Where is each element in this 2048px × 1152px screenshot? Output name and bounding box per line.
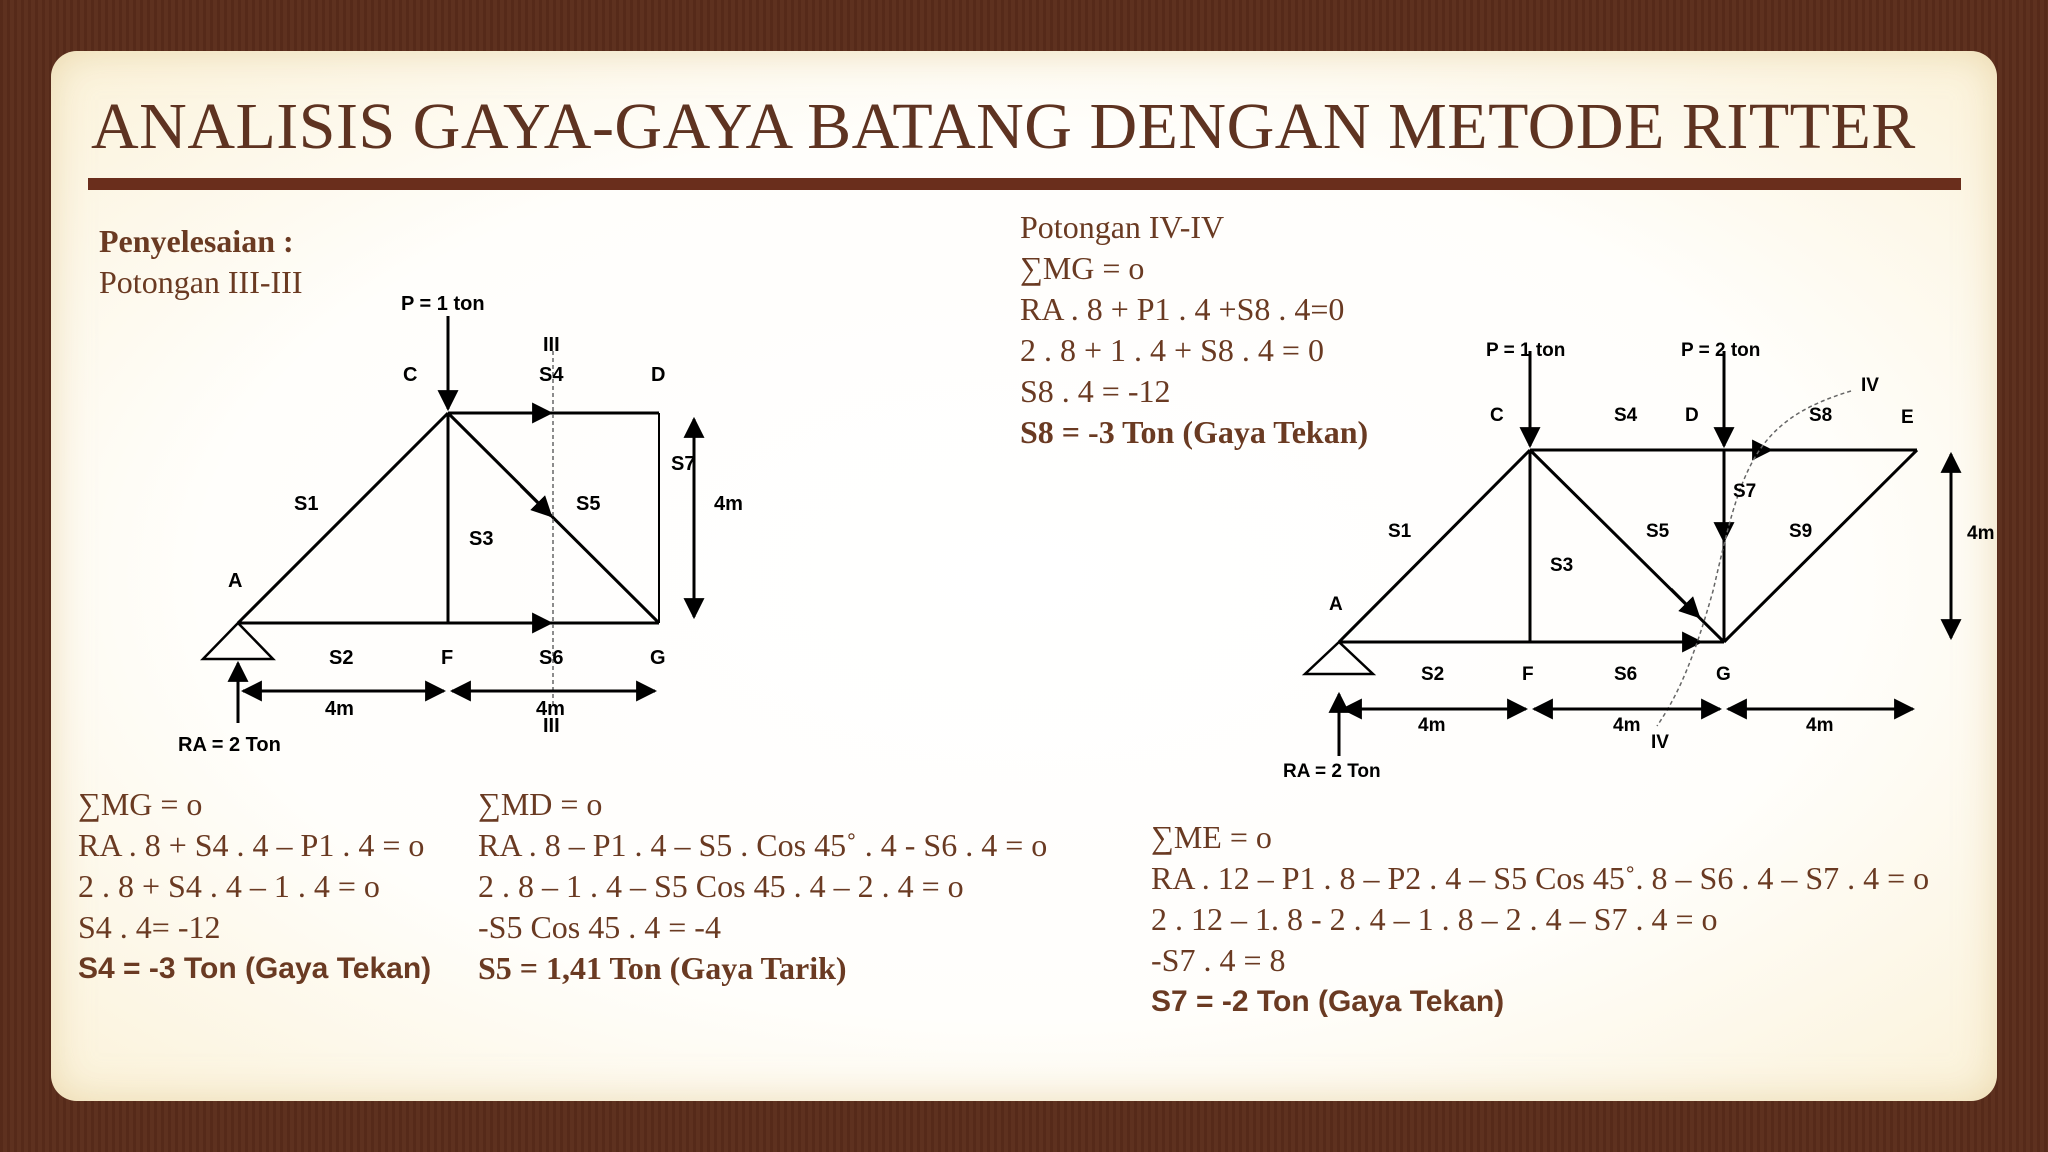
member-s1 xyxy=(1339,450,1530,642)
label-node-d: D xyxy=(651,364,666,386)
equation-line: ∑MG = o xyxy=(1020,250,1145,286)
label-dim-span2: 4m xyxy=(1613,715,1641,736)
label-s4: S4 xyxy=(539,364,564,386)
label-node-g: G xyxy=(1716,664,1731,685)
equation-line: -S7 . 4 = 8 xyxy=(1151,942,1286,978)
label-node-a: A xyxy=(228,570,243,592)
label-node-e: E xyxy=(1901,407,1914,428)
label-load-p1: P = 1 ton xyxy=(1486,340,1566,361)
label-dim-span1: 4m xyxy=(325,698,354,720)
equation-line: RA . 8 + S4 . 4 – P1 . 4 = o xyxy=(78,827,425,863)
equation-line: ∑MD = o xyxy=(478,786,603,822)
label-s2: S2 xyxy=(1421,664,1445,685)
label-node-a: A xyxy=(1329,594,1343,615)
label-s4: S4 xyxy=(1614,405,1638,426)
label-section-top: III xyxy=(543,334,560,356)
label-node-g: G xyxy=(650,647,666,669)
label-reaction-ra: RA = 2 Ton xyxy=(1283,761,1381,782)
support-a xyxy=(1305,642,1373,674)
equation-line: 2 . 8 – 1 . 4 – S5 Cos 45 . 4 – 2 . 4 = o xyxy=(478,868,964,904)
equation-line: S4 . 4= -12 xyxy=(78,909,221,945)
label-s7: S7 xyxy=(1733,481,1757,502)
label-s2: S2 xyxy=(329,647,354,669)
label-s8: S8 xyxy=(1809,405,1833,426)
equation-line: 2 . 12 – 1. 8 - 2 . 4 – 1 . 8 – 2 . 4 – S7 . 4 = o xyxy=(1151,901,1718,937)
equation-line: RA . 12 – P1 . 8 – P2 . 4 – S5 Cos 45˚. 8 – S6 . 4 – S7 . 4 = o xyxy=(1151,860,1930,896)
equation-line: ∑MG = o xyxy=(78,786,203,822)
label-s5: S5 xyxy=(576,493,601,515)
label-s3: S3 xyxy=(1550,555,1574,576)
equation-line: 2 . 8 + S4 . 4 – 1 . 4 = o xyxy=(78,868,380,904)
label-dim-height: 4m xyxy=(1967,523,1995,544)
equation-line: RA . 8 – P1 . 4 – S5 . Cos 45˚ . 4 - S6 . 4 = o xyxy=(478,827,1048,863)
result-s7: S7 = -2 Ton (Gaya Tekan) xyxy=(1151,985,1505,1018)
potongan-4-heading: Potongan IV-IV xyxy=(1020,209,1225,245)
label-s1: S1 xyxy=(294,493,319,515)
heading-penyelesaian: Penyelesaian : xyxy=(99,223,294,259)
label-section-bottom: III xyxy=(543,715,560,737)
label-dim-span2: 4m xyxy=(536,698,565,720)
equation-line: 2 . 8 + 1 . 4 + S8 . 4 = 0 xyxy=(1020,332,1324,368)
label-node-c: C xyxy=(1490,405,1504,426)
label-dim-height: 4m xyxy=(714,493,743,515)
label-s3: S3 xyxy=(469,528,494,550)
equation-line: S8 . 4 = -12 xyxy=(1020,373,1171,409)
label-load-p2: P = 2 ton xyxy=(1681,340,1761,361)
label-s6: S6 xyxy=(1614,664,1638,685)
label-node-f: F xyxy=(441,647,454,669)
result-s4: S4 = -3 Ton (Gaya Tekan) xyxy=(78,952,432,985)
label-s7: S7 xyxy=(671,453,696,475)
label-dim-span1: 4m xyxy=(1418,715,1446,736)
equation-line: -S5 Cos 45 . 4 = -4 xyxy=(478,909,721,945)
label-node-c: C xyxy=(403,364,418,386)
arrow-s5 xyxy=(1671,589,1699,617)
label-s5: S5 xyxy=(1646,521,1670,542)
label-node-f: F xyxy=(1522,664,1534,685)
equation-line: ∑ME = o xyxy=(1151,819,1272,855)
heading-potongan-3: Potongan III-III xyxy=(99,264,303,300)
label-node-d: D xyxy=(1685,405,1699,426)
slide xyxy=(51,51,1997,1101)
equation-block-me xyxy=(1151,817,1929,1022)
label-s1: S1 xyxy=(1388,521,1412,542)
label-load-p: P = 1 ton xyxy=(401,293,485,315)
equation-block-md xyxy=(478,784,1047,989)
section-line-4 xyxy=(1657,391,1851,726)
label-dim-span3: 4m xyxy=(1806,715,1834,736)
result-s5: S5 = 1,41 Ton (Gaya Tarik) xyxy=(478,950,847,986)
slide-title: ANALISIS GAYA-GAYA BATANG DENGAN METODE RITTER xyxy=(91,90,1916,163)
label-reaction-ra: RA = 2 Ton xyxy=(178,734,281,756)
label-section-bottom: IV xyxy=(1651,732,1669,753)
equation-line: RA . 8 + P1 . 4 +S8 . 4=0 xyxy=(1020,291,1345,327)
member-s9 xyxy=(1724,450,1917,642)
label-s9: S9 xyxy=(1789,521,1813,542)
result-s8: S8 = -3 Ton (Gaya Tekan) xyxy=(1020,414,1369,450)
label-section-top: IV xyxy=(1861,375,1879,396)
equation-block-mg xyxy=(78,784,431,989)
label-s6: S6 xyxy=(539,647,564,669)
